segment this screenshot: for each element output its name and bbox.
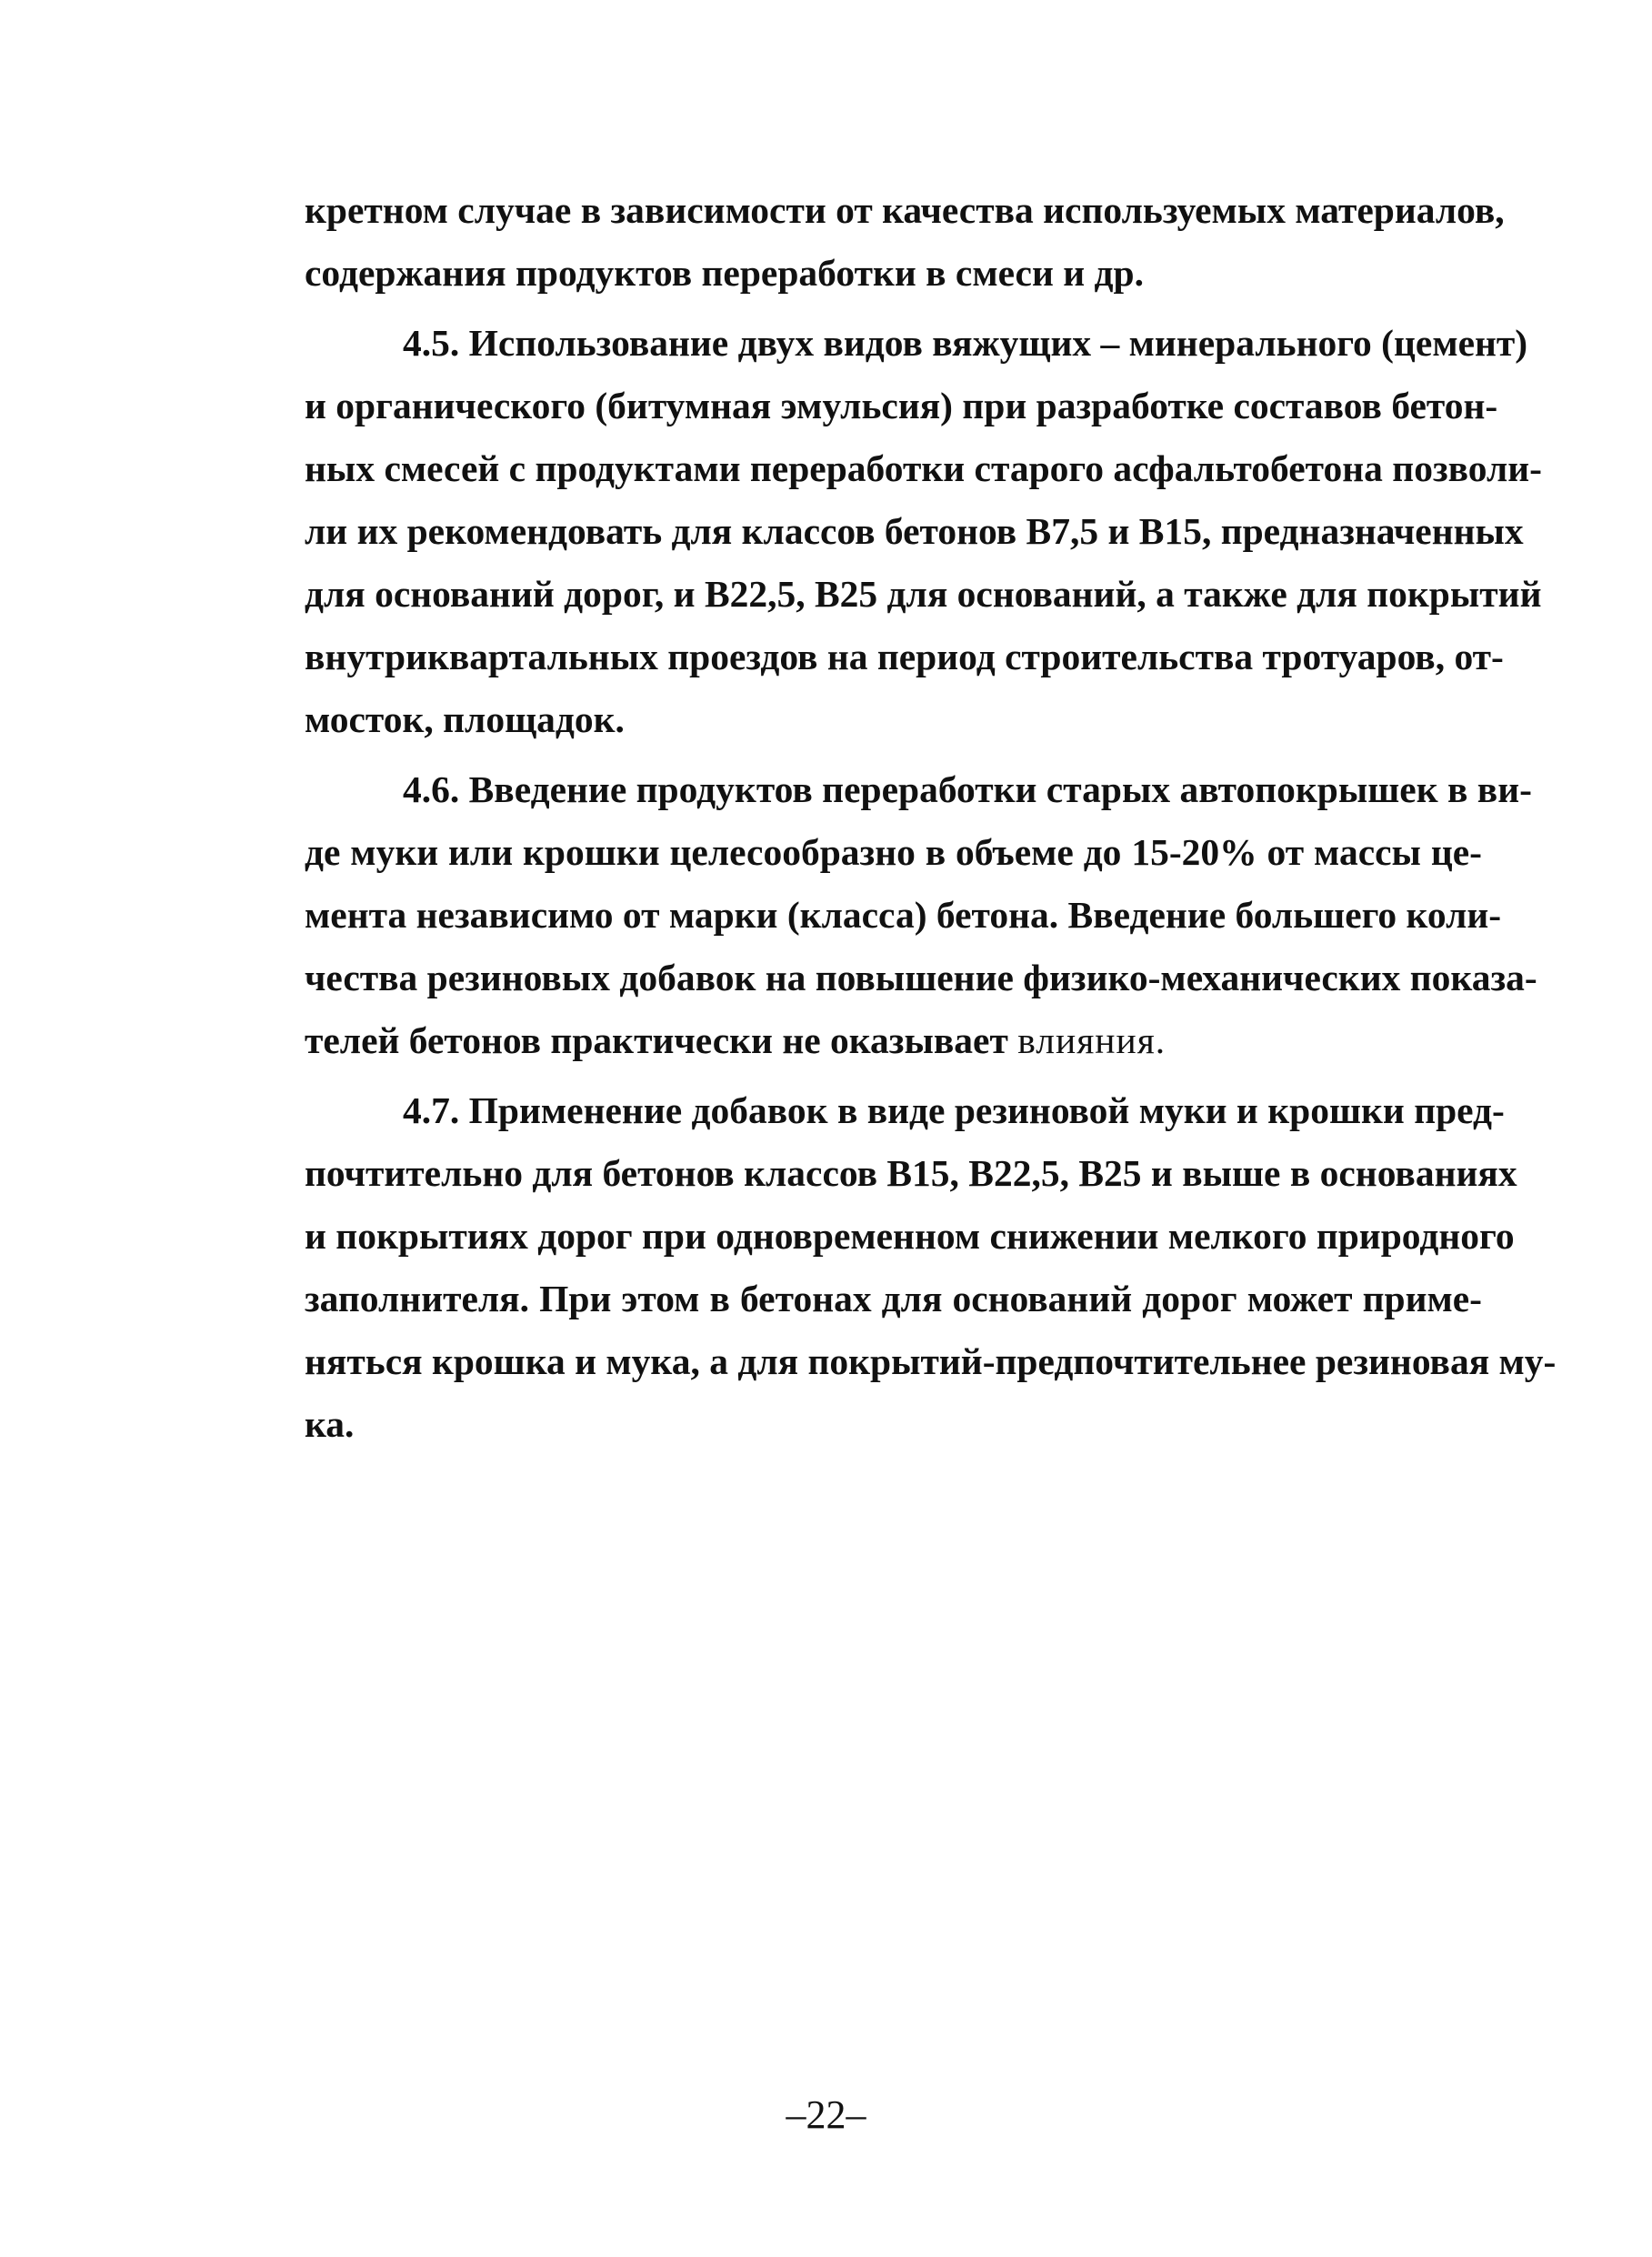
text-line: заполнителя. При этом в бетонах для оснований дорог может приме- xyxy=(305,1278,1482,1319)
text-line: содержания продуктов переработки в смеси и др. xyxy=(305,252,1144,294)
text-line: 4.5. Использование двух видов вяжущих – минерального (цемент) xyxy=(403,322,1528,364)
text-line: кретном случае в зависимости от качества используемых материалов, xyxy=(305,189,1505,231)
text-line xyxy=(305,1009,1482,1072)
text-line: и органического (битумная эмульсия) при разработке составов бетон- xyxy=(305,385,1498,426)
text-line: чества резиновых добавок на повышение физико-механических показа- xyxy=(305,957,1537,998)
paragraph-4-7 xyxy=(305,1079,1557,1456)
text-line: ных смесей с продуктами переработки старого асфальтобетона позволи- xyxy=(305,447,1542,489)
text-line: внутриквартальных проездов на период строительства тротуаров, от- xyxy=(305,636,1504,677)
text-line: мосток, площадок. xyxy=(305,698,625,740)
text-line-end: влияния. xyxy=(1017,1019,1166,1061)
text-line: для оснований дорог, и В22,5, В25 для оснований, а также для покрытий xyxy=(305,573,1542,615)
page-number: –22– xyxy=(786,2092,866,2137)
text-line: мента независимо от марки (класса) бетона. Введение большего коли- xyxy=(305,894,1502,936)
paragraph-4-6 xyxy=(305,758,1537,1072)
text-line: няться крошка и мука, а для покрытий-предпочтительнее резиновая му- xyxy=(305,1340,1557,1382)
text-line: 4.7. Применение добавок в виде резиновой муки и крошки пред- xyxy=(403,1089,1505,1131)
text-line: почтительно для бетонов классов В15, В22,5, В25 и выше в основаниях xyxy=(305,1152,1517,1194)
text-line: де муки или крошки целесообразно в объеме до 15-20% от массы це- xyxy=(305,831,1482,873)
paragraph-4-5 xyxy=(305,312,1542,751)
text-line: 4.6. Введение продуктов переработки старых автопокрышек в ви- xyxy=(403,768,1532,810)
text-line: и покрытиях дорог при одновременном снижении мелкого природного xyxy=(305,1215,1515,1257)
text-line: ли их рекомендовать для классов бетонов В7,5 и В15, предназначенных xyxy=(305,510,1524,552)
text-line-start: телей бетонов практически не оказывает xyxy=(305,1019,1008,1061)
body-text xyxy=(305,179,1557,1456)
paragraph-intro xyxy=(305,179,1505,305)
text-line: ка. xyxy=(305,1403,355,1445)
